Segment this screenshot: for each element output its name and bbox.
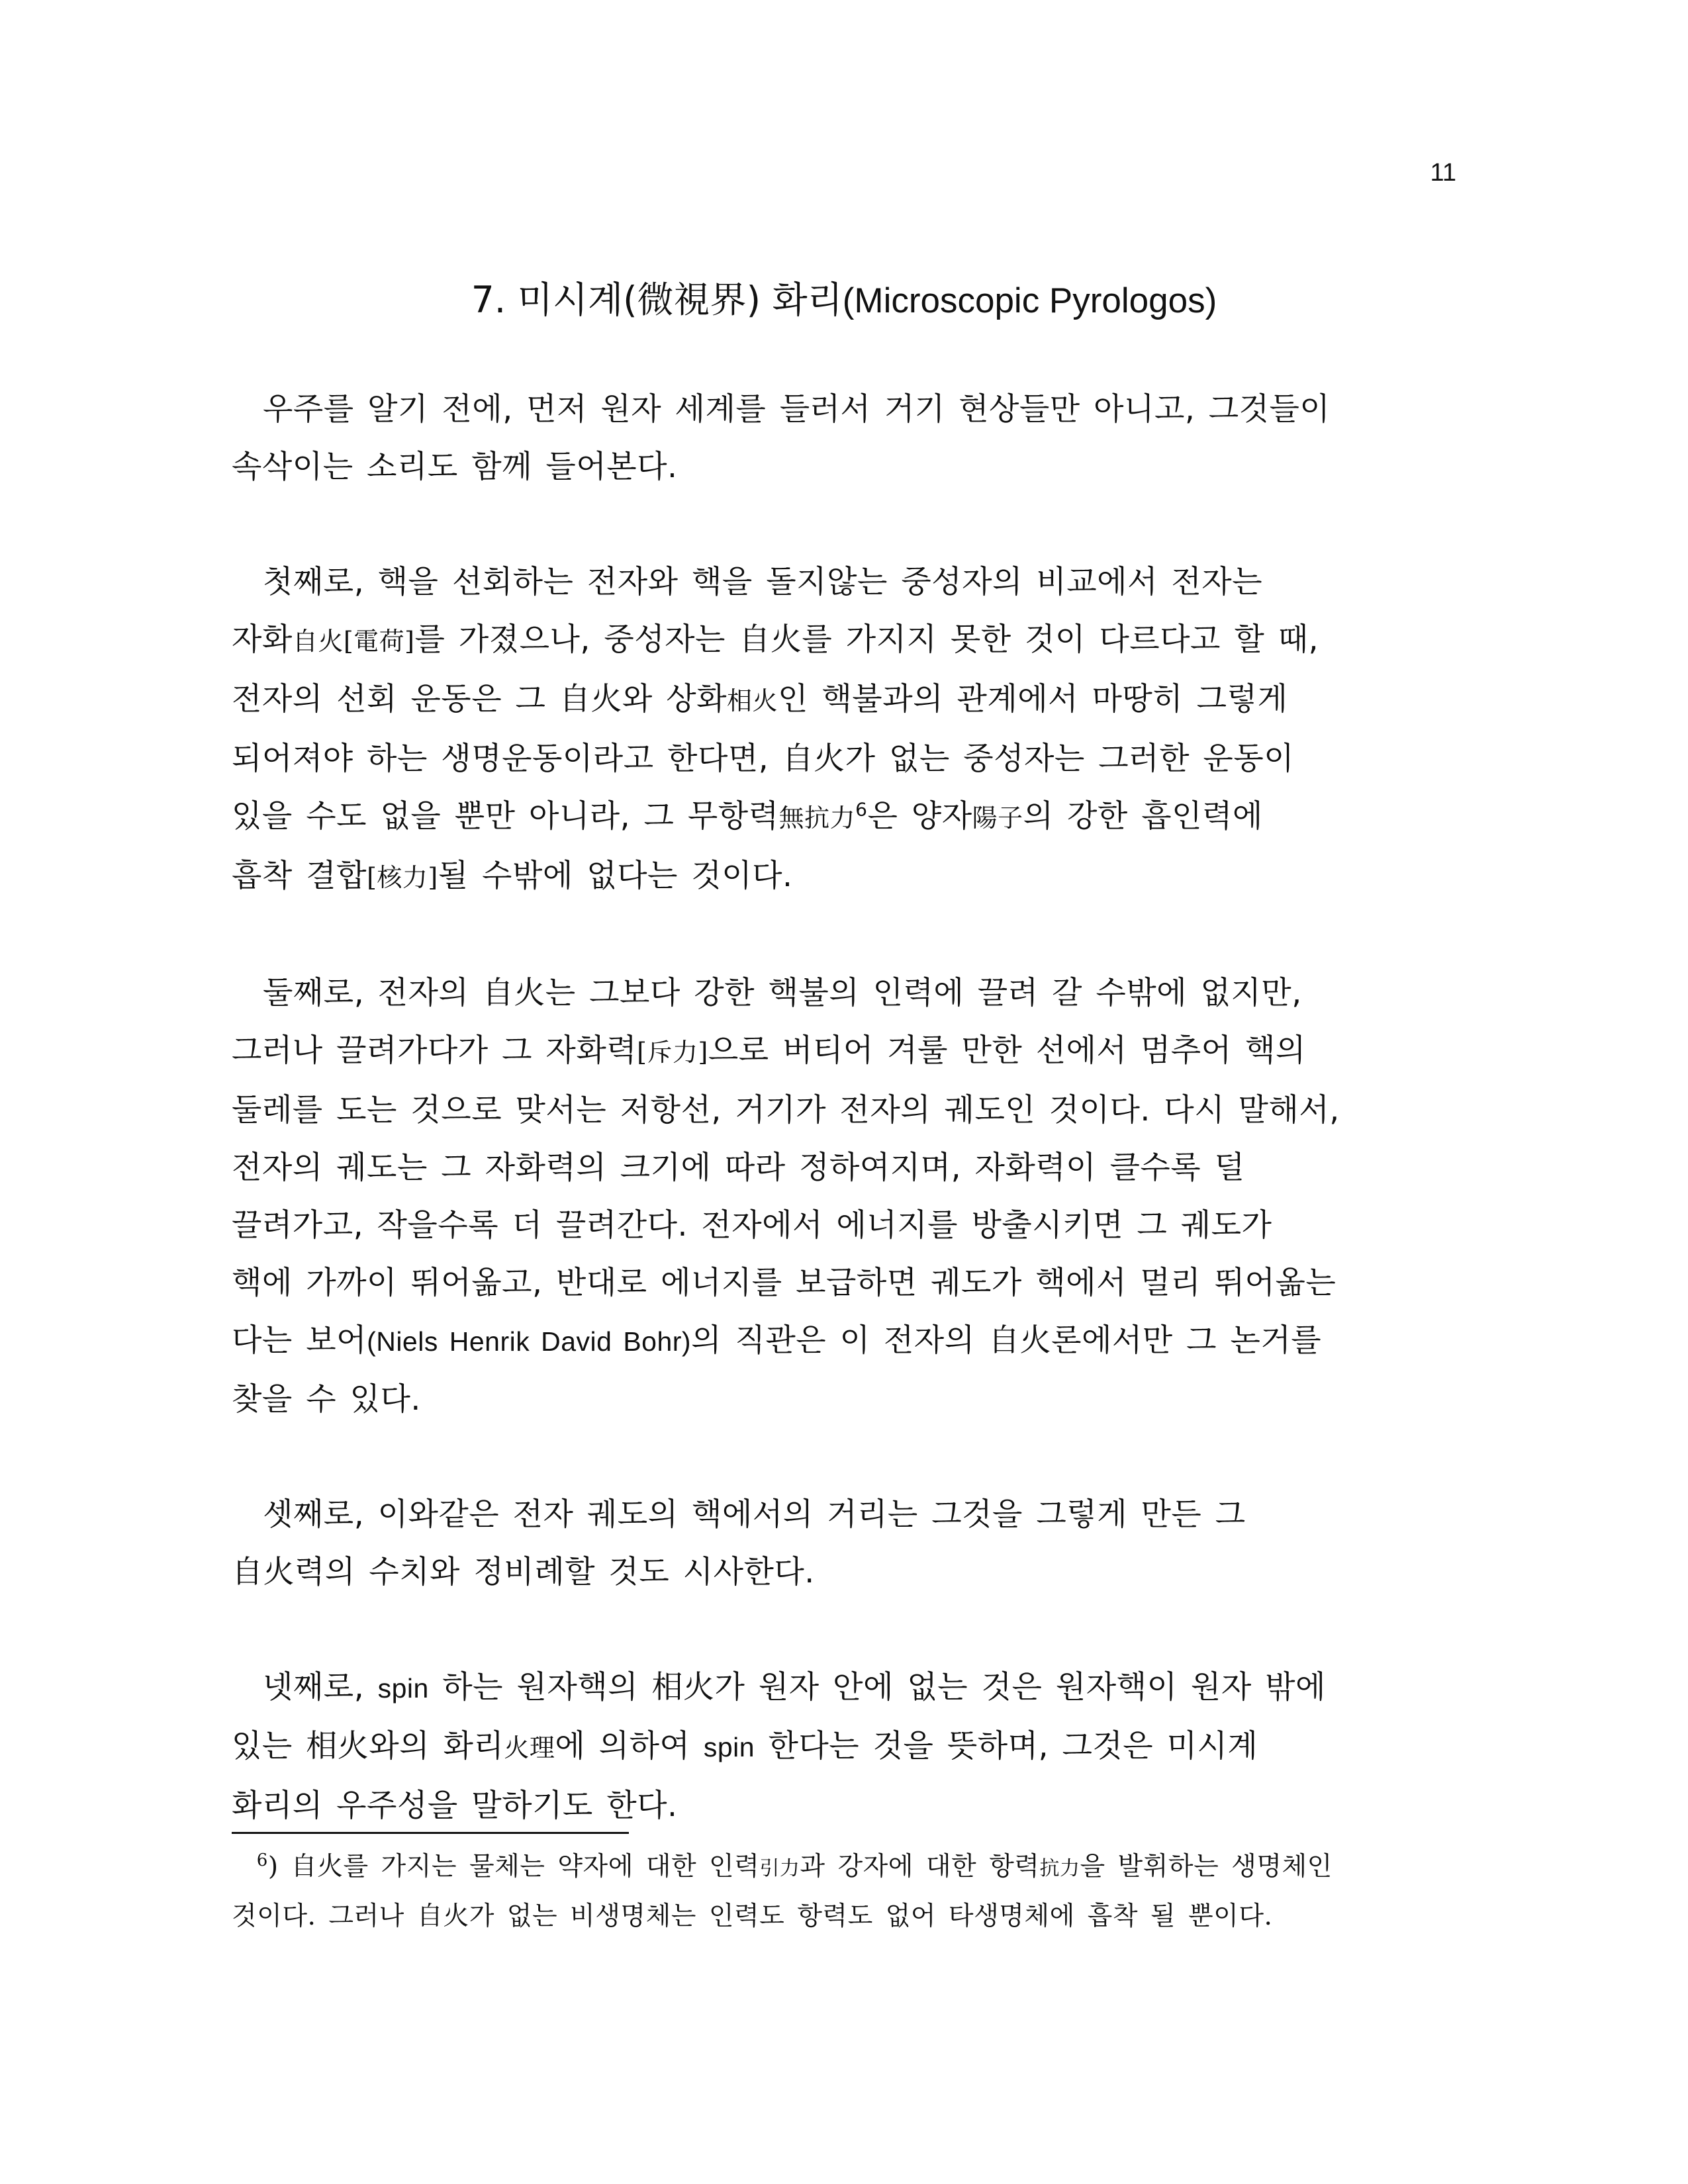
text: 를 가지지 못한 것이 다르다고 할 때, — [802, 621, 1319, 658]
p2-line-5 — [232, 788, 1456, 847]
footnote-mark: 6 — [256, 1850, 268, 1870]
p3-line-1 — [232, 964, 1456, 1022]
title-korean-2: 화리 — [772, 279, 843, 321]
footnote-divider — [232, 1832, 629, 1834]
p2-line-2 — [232, 611, 1456, 670]
hanja: 無抗力 — [778, 803, 856, 833]
text: 와의 화리 — [369, 1728, 504, 1764]
hanja: [核力] — [367, 863, 438, 892]
text: 을 발휘하는 생명체인 — [1080, 1852, 1333, 1882]
footnote-line-2: 것이다. 그러나 自火가 없는 비생명체는 인력도 항력도 없어 타생명체에 흡착 될 뿐이다. — [232, 1901, 1273, 1931]
hanja: 自火 — [292, 627, 344, 656]
text: 는 그보다 강한 핵불의 인력에 끌려 갈 수밖에 없지만, — [545, 975, 1302, 1011]
footnote-line-1 — [232, 1843, 1456, 1893]
text: 하는 원자핵의 — [428, 1669, 652, 1706]
footnote — [232, 1843, 1456, 1940]
footnote-ref[interactable]: 6 — [855, 798, 868, 821]
text: 그러나 끌려가다가 그 자화력 — [232, 1032, 637, 1069]
section-title: 7. 미시계(微視界) 화리(Microscopic Pyrologos) — [471, 279, 1217, 321]
text: spin — [703, 1732, 755, 1762]
hanja: 自火 — [559, 681, 622, 717]
text: 다는 보어 — [232, 1322, 367, 1359]
title-korean: 미시계 — [517, 279, 624, 321]
hanja: 相火 — [306, 1728, 369, 1764]
p1-line-2: 속삭이는 소리도 함께 들어본다. — [232, 449, 678, 485]
text: 가 원자 안에 없는 것은 원자핵이 원자 밖에 — [714, 1669, 1326, 1706]
hanja: 相火 — [651, 1669, 715, 1706]
text: 를 가졌으나, 중성자는 — [414, 621, 739, 658]
paragraph-4 — [232, 1486, 1456, 1601]
text: 인 핵불과의 관계에서 마땅히 그렇게 — [778, 681, 1288, 717]
title-number: 7. — [471, 279, 506, 321]
hanja: [斥力] — [637, 1038, 708, 1067]
p3-line-2 — [232, 1022, 1456, 1081]
paragraph-5 — [232, 1659, 1456, 1835]
title-english: (Microscopic Pyrologos) — [842, 281, 1217, 320]
text: 와 상화 — [622, 681, 727, 717]
text: 에 의하여 — [555, 1728, 704, 1764]
hanja: 相火 — [727, 686, 778, 715]
text: 으로 버티어 겨룰 만한 선에서 멈추어 핵의 — [708, 1032, 1306, 1069]
p1-line-1: 우주를 알기 전에, 먼저 원자 세계를 들러서 거기 현상들만 아니고, 그것들이 — [263, 391, 1331, 428]
hanja: 自火 — [782, 741, 845, 777]
p5-line-1 — [232, 1659, 1456, 1717]
p2-line-6 — [232, 847, 1456, 907]
paragraph-1 — [232, 381, 1456, 496]
text: 가 없는 중성자는 그러한 운동이 — [845, 741, 1295, 777]
p4-line-1: 셋째로, 이와같은 전자 궤도의 핵에서의 거리는 그것을 그렇게 만든 그 — [263, 1496, 1246, 1533]
text: 과 강자에 대한 항력 — [800, 1852, 1040, 1882]
page-number: 11 — [1430, 159, 1456, 187]
text: (Niels Henrik David Bohr) — [367, 1326, 692, 1357]
paragraph-3 — [232, 964, 1456, 1428]
p2-line-3 — [232, 670, 1456, 730]
p4-line-2 — [232, 1543, 1456, 1601]
text: 자화 — [232, 621, 293, 658]
text: 있을 수도 없을 뿐만 아니라, 그 무항력 — [232, 798, 779, 835]
p5-line-2 — [232, 1717, 1456, 1777]
text: spin — [377, 1673, 429, 1704]
text: 력의 수치와 정비례할 것도 시사한다. — [295, 1554, 815, 1590]
hanja: 抗力 — [1039, 1857, 1080, 1880]
text: 전자의 선회 운동은 그 — [232, 681, 559, 717]
text: 은 양자 — [867, 798, 972, 835]
text: 한다는 것을 뜻하며, 그것은 미시계 — [755, 1728, 1258, 1764]
hanja: 火理 — [504, 1733, 555, 1762]
p3-line-7 — [232, 1312, 1456, 1371]
hanja: [電荷] — [343, 627, 415, 656]
title-hanja: 微視界 — [637, 279, 747, 321]
p5-line-3: 화리의 우주성을 말하기도 한다. — [232, 1788, 678, 1824]
hanja: 自火 — [232, 1554, 295, 1590]
text: 의 강한 흡인력에 — [1023, 798, 1263, 835]
p3-line-3: 둘레를 도는 것으로 맞서는 저항선, 거기가 전자의 궤도인 것이다. 다시 말해서, — [232, 1092, 1340, 1128]
text: 있는 — [232, 1728, 306, 1764]
hanja: 自火 — [988, 1322, 1052, 1359]
text: ) 自火를 가지는 물체는 약자에 대한 인력 — [267, 1852, 760, 1882]
p3-line-5: 끌려가고, 작을수록 더 끌려간다. 전자에서 에너지를 방출시키면 그 궤도가 — [232, 1207, 1272, 1244]
hanja: 陽子 — [972, 803, 1023, 833]
body-text — [232, 381, 1456, 1892]
text: 둘째로, 전자의 — [263, 975, 483, 1011]
hanja: 自火 — [739, 621, 802, 658]
p2-line-4 — [232, 730, 1456, 788]
text: 의 직관은 이 전자의 — [691, 1322, 989, 1359]
hanja: 引力 — [759, 1857, 800, 1880]
hanja: 自火 — [482, 975, 545, 1011]
p3-line-4: 전자의 궤도는 그 자화력의 크기에 따라 정하여지며, 자화력이 클수록 덜 — [232, 1150, 1245, 1186]
text: 되어져야 하는 생명운동이라고 한다면, — [232, 741, 782, 777]
text: 넷째로, — [263, 1669, 378, 1706]
p3-line-6: 핵에 가까이 뛰어옮고, 반대로 에너지를 보급하면 궤도가 핵에서 멀리 뛰어옮는 — [232, 1265, 1336, 1301]
paragraph-2 — [232, 553, 1456, 907]
p2-line-1: 첫째로, 핵을 선회하는 전자와 핵을 돌지않는 중성자의 비교에서 전자는 — [263, 564, 1263, 600]
text: 흡착 결합 — [232, 858, 367, 894]
text: 될 수밖에 없다는 것이다. — [438, 858, 793, 894]
p3-line-8: 찾을 수 있다. — [232, 1381, 421, 1418]
text: 론에서만 그 논거를 — [1051, 1322, 1322, 1359]
